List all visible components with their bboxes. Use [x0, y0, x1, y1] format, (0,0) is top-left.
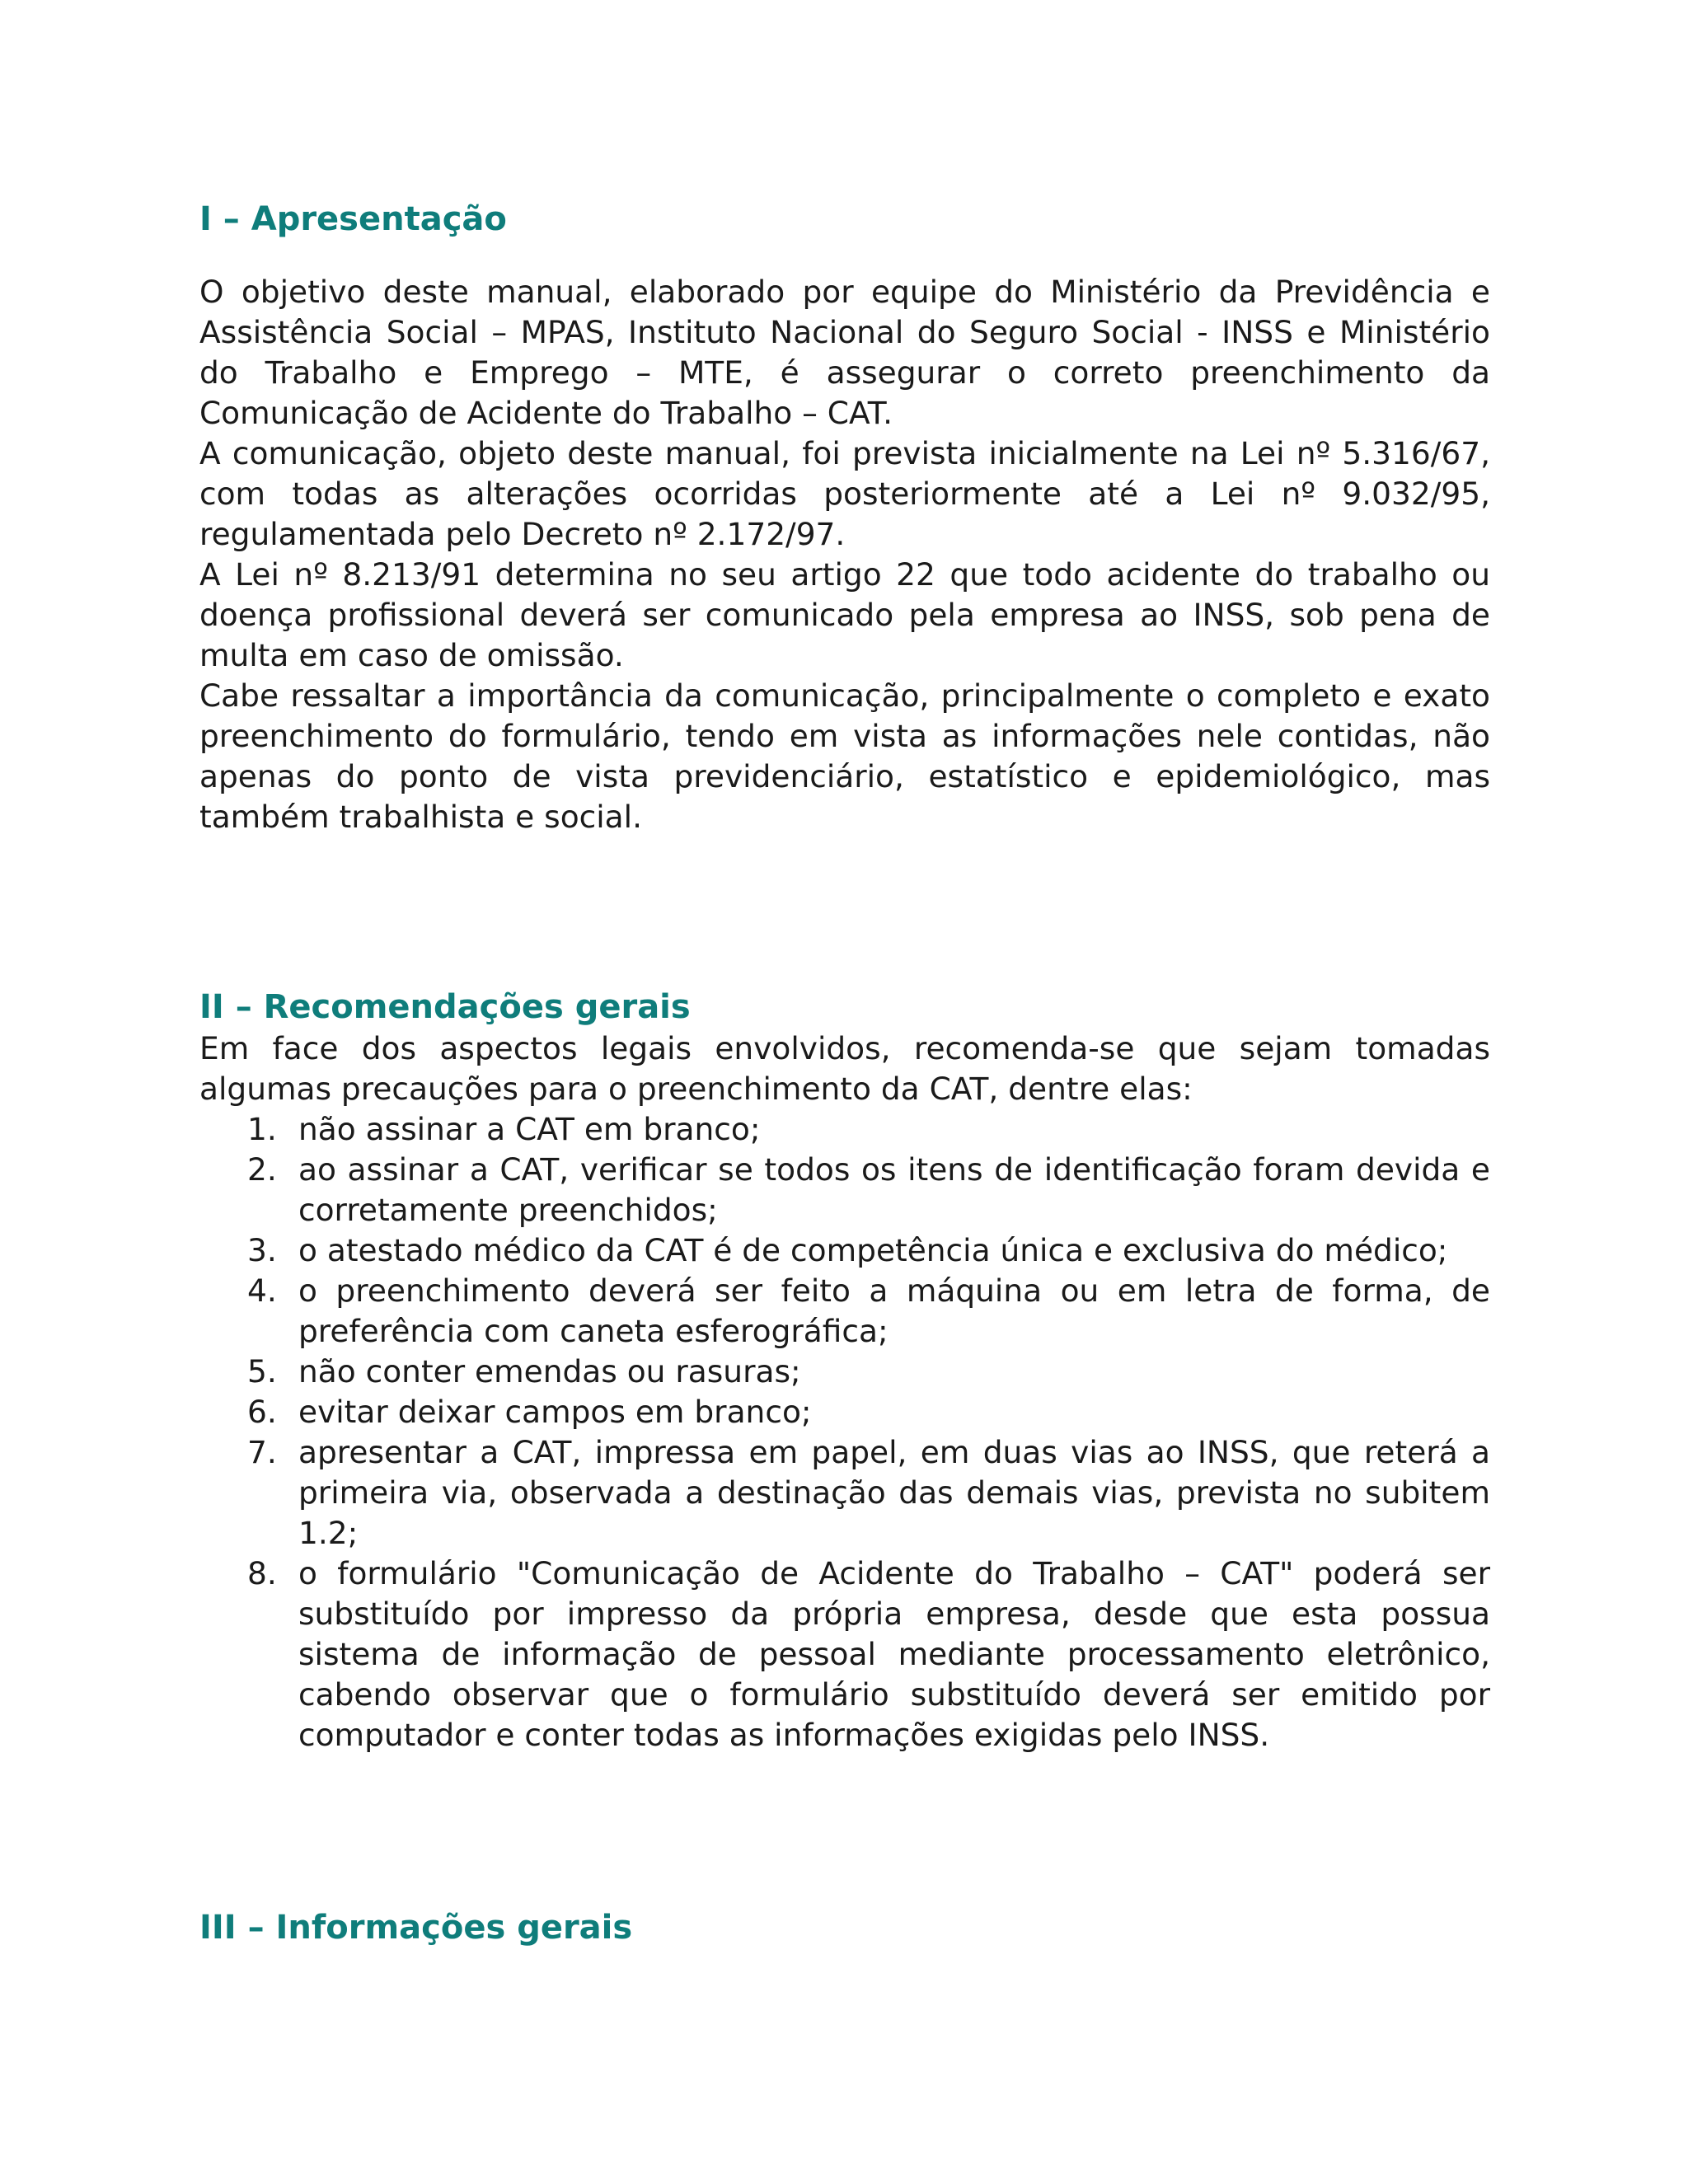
list-item-number: 8. [247, 1555, 277, 1591]
section-heading-apresentacao: I – Apresentação [199, 200, 507, 238]
section-intro-recomendacoes [199, 1029, 1490, 1109]
list-item [199, 1109, 1490, 1150]
list-item-number: 4. [247, 1272, 277, 1309]
list-item-text: apresentar a CAT, impressa em papel, em duas vias ao INSS, que reterá a primeira via, observada a destinação das demais vias, prevista no subitem 1.2; [298, 1434, 1490, 1551]
paragraph: A comunicação, objeto deste manual, foi prevista inicialmente na Lei nº 5.316/67, com todas as alterações ocorridas posteriormente até a Lei nº 9.032/95, regulamentada pelo Decreto nº 2.172/97. [199, 435, 1490, 552]
paragraph: A Lei nº 8.213/91 determina no seu artigo 22 que todo acidente do trabalho ou doença profissional deverá ser comunicado pela empresa ao INSS, sob pena de multa em caso de omissão. [199, 556, 1490, 673]
paragraph: Cabe ressaltar a importância da comunicação, principalmente o completo e exato preenchimento do formulário, tendo em vista as informações nele contidas, não apenas do ponto de vista previdenciário, estatístico e epidemiológico, mas também trabalhista e social. [199, 677, 1490, 835]
list-item [199, 1352, 1490, 1392]
list-item-number: 2. [247, 1151, 277, 1188]
list-item-number: 1. [247, 1111, 277, 1147]
list-item-text: não conter emendas ou rasuras; [298, 1353, 801, 1390]
paragraph: O objetivo deste manual, elaborado por equipe do Ministério da Previdência e Assistência Social – MPAS, Instituto Nacional do Seguro Social - INSS e Ministério do Trabalho e Emprego – MTE, é assegurar o correto preenchimento da Comunicação de Acidente do Trabalho – CAT. [199, 274, 1490, 431]
list-item [199, 1392, 1490, 1432]
paragraph: Em face dos aspectos legais envolvidos, recomenda-se que sejam tomadas algumas precauções para o preenchimento da CAT, dentre elas: [199, 1030, 1490, 1107]
section-heading-recomendacoes: II – Recomendações gerais [199, 988, 691, 1026]
section-heading-informacoes: III – Informações gerais [199, 1909, 633, 1947]
list-item-number: 5. [247, 1353, 277, 1390]
list-item [199, 1230, 1490, 1271]
list-item-text: o preenchimento deverá ser feito a máquina ou em letra de forma, de preferência com caneta esferográfica; [298, 1272, 1490, 1349]
list-item-text: o atestado médico da CAT é de competência única e exclusiva do médico; [298, 1232, 1448, 1268]
section-body-apresentacao [199, 272, 1490, 837]
list-item-text: não assinar a CAT em branco; [298, 1111, 761, 1147]
list-item-text: ao assinar a CAT, verificar se todos os itens de identificação foram devida e corretamente preenchidos; [298, 1151, 1490, 1228]
list-item [199, 1554, 1490, 1755]
list-item-number: 6. [247, 1394, 277, 1430]
list-item [199, 1150, 1490, 1230]
list-item-text: o formulário "Comunicação de Acidente do Trabalho – CAT" poderá ser substituído por impresso da própria empresa, desde que esta possua sistema de informação de pessoal mediante processamento eletrônico, cabendo observar que o formulário substituído deverá ser emitido por computador e conter todas as informações exigidas pelo INSS. [298, 1555, 1490, 1753]
list-item [199, 1432, 1490, 1554]
list-item-number: 7. [247, 1434, 277, 1470]
list-item-text: evitar deixar campos em branco; [298, 1394, 812, 1430]
list-item-number: 3. [247, 1232, 277, 1268]
recommendations-list [199, 1109, 1490, 1755]
list-item [199, 1271, 1490, 1352]
